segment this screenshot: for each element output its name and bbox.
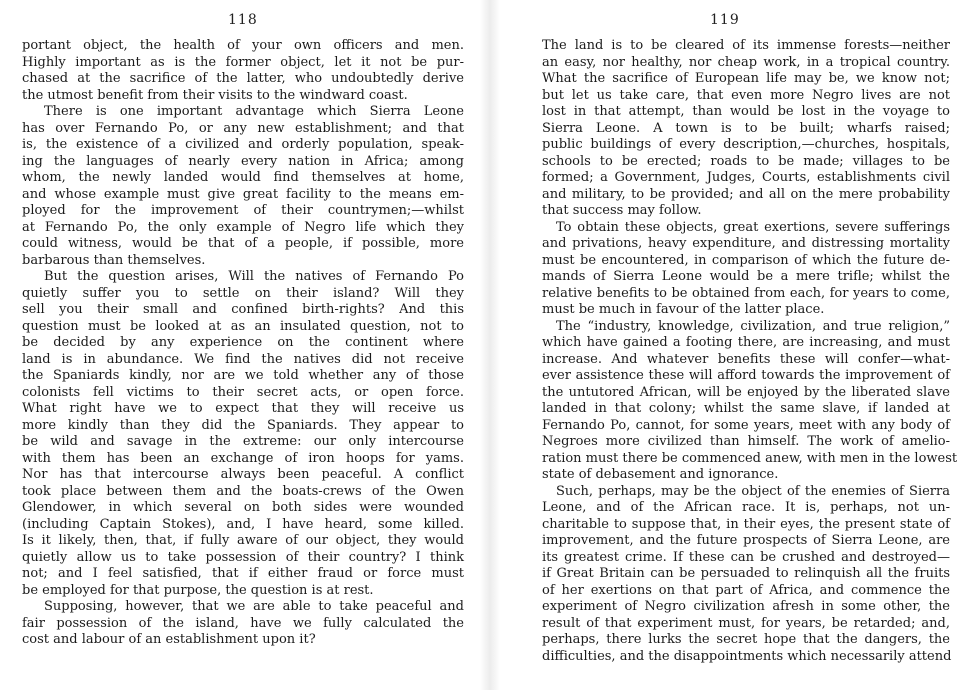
text-line: chased at the sacrifice of the latter, who undoubtedly derive (22, 71, 464, 86)
text-line: not; and I feel satisfied, that if either fraud or force must (22, 566, 464, 581)
text-line: Such, perhaps, may be the object of the enemies of Sierra (556, 483, 950, 499)
text-line: is, the existence of a civilized and orderly population, speak- (22, 137, 464, 152)
text-line: Glendower, in which several on both sides were wounded (22, 500, 464, 515)
text-line: ration must there be commenced anew, with men in the lowest (542, 450, 958, 466)
text-line: portant object, the health of your own officers and men. (22, 38, 464, 53)
text-line: ever assistence these will afford towards the improvement of (542, 368, 950, 383)
text-line: question must be looked at as an insulated question, not to (22, 318, 464, 334)
text-line: be decided by any experience on the continent where (22, 335, 464, 350)
text-line: could witness, would be that of a people, if possible, more (22, 236, 464, 251)
text-line: of her exertions on that part of Africa, and commence the (542, 582, 950, 598)
text-line: improvement, and the future prospects of Sierra Leone, are (542, 533, 950, 548)
text-line: colonists fell victims to their secret acts, or open force. (22, 384, 464, 400)
text-line: its greatest crime. If these can be crushed and destroyed— (542, 549, 950, 565)
text-line: (including Captain Stokes), and, I have heard, some killed. (22, 516, 464, 532)
text-line: Leone, and of the African race. It is, perhaps, not un- (542, 500, 950, 515)
text-line: The land is to be cleared of its immense forests—neither (542, 38, 950, 53)
text-line: land is in abundance. We find the natives did not receive (22, 351, 464, 367)
text-line: increase. And whatever benefits these will confer—what- (542, 351, 950, 367)
text-line: ployed for the improvement of their countrymen;—whilst (22, 203, 464, 218)
text-line: What right have we to expect that they will receive us (22, 401, 464, 416)
text-line: mands of Sierra Leone would be a mere trifle; whilst the (542, 269, 950, 284)
text-line: Supposing, however, that we are able to take peaceful and (44, 599, 464, 614)
text-line: with them has been an exchange of iron hoops for yams. (22, 450, 464, 466)
text-line: took place between them and the boats-crews of the Owen (22, 483, 464, 499)
text-line: be employed for that purpose, the question is at rest. (22, 582, 374, 598)
text-line: must be encountered, in comparison of which the future de- (542, 252, 950, 268)
page-number: 119 (710, 12, 740, 28)
text-line: barbarous than themselves. (22, 252, 206, 268)
text-line: the utmost benefit from their visits to the windward coast. (22, 87, 408, 103)
text-line: To obtain these objects, great exertions, severe sufferings (556, 219, 950, 235)
text-line: and whose example must give great facility to the means em- (22, 186, 464, 202)
text-line: the Spaniards kindly, nor are we told whether any of those (22, 368, 464, 383)
text-line: What the sacrifice of European life may be, we know not; (542, 71, 950, 86)
page-text (22, 38, 464, 649)
text-line: perhaps, there lurks the secret hope that the dangers, the (542, 632, 950, 647)
text-line: which have gained a footing there, are increasing, and must (542, 335, 950, 350)
text-line: formed; a Government, Judges, Courts, establishments civil (542, 170, 950, 185)
text-line: an easy, nor healthy, nor cheap work, in a tropical country. (542, 54, 950, 70)
text-line: cost and labour of an establishment upon it? (22, 632, 316, 647)
text-line: quietly suffer you to settle on their island? Will they (22, 285, 464, 301)
text-line: quietly allow us to take possession of their country? I think (22, 549, 464, 565)
text-line: But the question arises, Will the natives of Fernando Po (44, 269, 464, 284)
text-line: has over Fernando Po, or any new establishment; and that (22, 120, 464, 136)
text-line: that success may follow. (542, 203, 702, 218)
text-line: fair possession of the island, have we fully calculated the (22, 615, 464, 631)
text-line: at Fernando Po, the only example of Negro life which they (22, 219, 464, 235)
text-line: Negroes more civilized than himself. The work of amelio- (542, 434, 950, 449)
text-line: the untutored African, will be enjoyed by the liberated slave (542, 384, 950, 400)
text-line: charitable to suppose that, in their eyes, the present state of (542, 516, 950, 532)
text-line: experiment of Negro civilization afresh in some other, the (542, 599, 950, 614)
text-line: landed in that colony; whilst the same slave, if landed at (542, 401, 950, 416)
text-line: must be much in favour of the latter place. (542, 302, 825, 317)
text-line: Nor has that intercourse always been peaceful. A conflict (22, 467, 464, 482)
text-line: difficulties, and the disappointments which necessarily attend (542, 648, 952, 664)
text-line: Sierra Leone. A town is to be built; wharfs raised; (542, 120, 950, 136)
text-line: result of that experiment must, for years, be retarded; and, (542, 615, 950, 631)
text-line: more kindly than they did the Spaniards. They appear to (22, 417, 464, 433)
text-line: schools to be erected; roads to be made; villages to be (542, 153, 950, 169)
text-line: sell you their small and confined birth-rights? And this (22, 302, 464, 317)
text-line: lost in that attempt, than would be lost in the voyage to (542, 104, 950, 119)
text-line: whom, the newly landed would find themselves at home, (22, 170, 464, 185)
text-line: but let us take care, that even more Negro lives are not (542, 87, 950, 103)
text-line: Highly important as is the former object, let it not be pur- (22, 54, 464, 70)
page-text (542, 38, 958, 665)
text-line: Is it likely, then, that, if fully aware of our object, they would (22, 533, 464, 548)
text-line: There is one important advantage which Sierra Leone (44, 104, 464, 119)
text-line: The “industry, knowledge, civilization, and true religion,” (556, 318, 950, 334)
text-line: and military, to be provided; and all on the mere probability (542, 186, 950, 202)
text-line: public buildings of every description,—churches, hospitals, (542, 137, 950, 152)
text-line: if Great Britain can be persuaded to relinquish all the fruits (542, 566, 950, 581)
page-number: 118 (228, 12, 258, 28)
text-line: and privations, heavy expenditure, and distressing mortality (542, 236, 950, 251)
text-line: Fernando Po, cannot, for some years, meet with any body of (542, 417, 950, 433)
text-line: state of debasement and ignorance. (542, 467, 779, 482)
text-line: ing the languages of nearly every nation in Africa; among (22, 153, 464, 169)
text-line: relative benefits to be obtained from each, for years to come, (542, 285, 950, 301)
text-line: be wild and savage in the extreme: our only intercourse (22, 434, 464, 449)
right-page (490, 0, 980, 690)
